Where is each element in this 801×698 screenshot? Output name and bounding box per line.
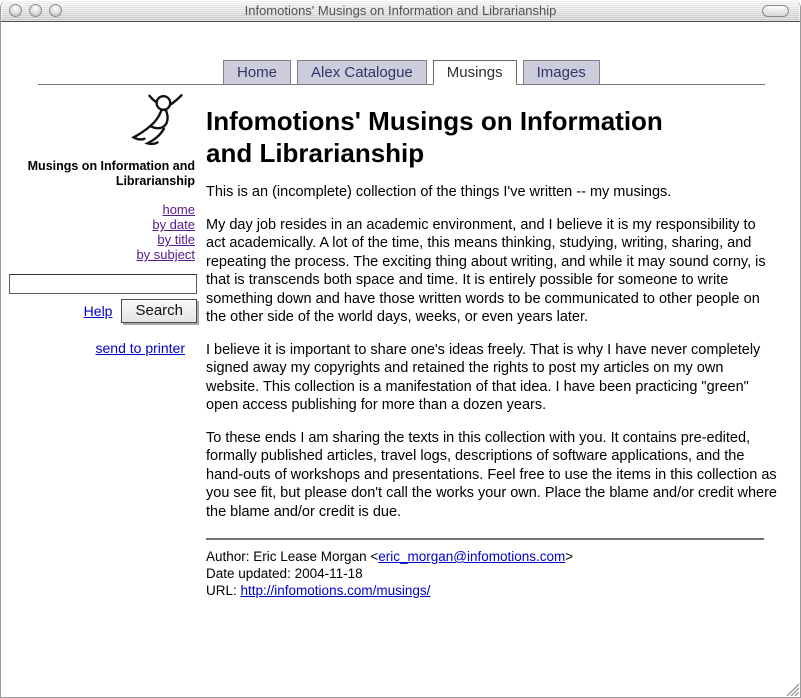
search-row — [9, 299, 197, 323]
day-job-paragraph: My day job resides in an academic environment, and I believe it is my responsibility to act academically. A lot of the time, this means thinking, studying, writing, sharing, and repeating the process. The exciting thing about writing, and while it may sound corny, is that is transcends both space and time. It is entirely possible for someone to write something down and have those written words to be communicated to other people on the other side of the world days, weeks, or even years later. — [206, 216, 766, 325]
site-url-link[interactable]: http://infomotions.com/musings/ — [240, 583, 431, 598]
share-ideas-paragraph: I believe it is important to share one's ideas freely. That is why I have never completely signed away my copyrights and retained the rights to post my articles on my own website. This collection is a manifestation of that idea. I have been practicing "green" open access publishing for more than a dozen years. — [206, 341, 761, 413]
sharing-texts-paragraph: To these ends I am sharing the texts in this collection with you. It contains pre-edited, formally published articles, travel logs, descriptions of software applications, and the hand-outs of workshops and presentations. Feel free to use the items in this collection as you see fit, but please don't call the works your own. Place the blame and/or credit where the blame and/or credit is due. — [206, 429, 777, 520]
footer-divider — [206, 538, 764, 540]
sidebar-site-title: Musings on Information and Librarianship — [27, 159, 195, 188]
window-titlebar[interactable] — [1, 0, 800, 22]
date-updated-line: Date updated: 2004-11-18 — [206, 566, 363, 581]
page-title: Infomotions' Musings on Information and Librarianship — [206, 106, 663, 168]
search-input[interactable] — [9, 274, 197, 294]
tab-strip — [38, 60, 765, 85]
search-button[interactable]: Search — [121, 299, 197, 323]
sidebar-link-by-subject[interactable]: by subject — [136, 247, 195, 262]
sidebar-link-by-title[interactable]: by title — [157, 232, 195, 247]
url-line — [206, 582, 778, 599]
tab-images[interactable]: Images — [523, 60, 600, 85]
author-email-link[interactable]: eric_morgan@infomotions.com — [378, 549, 566, 564]
sidebar-nav — [9, 202, 197, 262]
send-to-printer-link[interactable]: send to printer — [95, 340, 185, 356]
tab-home[interactable]: Home — [223, 60, 291, 85]
tab-alex-catalogue[interactable]: Alex Catalogue — [297, 60, 427, 85]
window-title: Infomotions' Musings on Information and Librarianship — [244, 3, 557, 18]
intro-paragraph: This is an (incomplete) collection of the things I've written -- my musings. — [206, 184, 672, 200]
tab-musings[interactable]: Musings — [433, 60, 517, 85]
help-link[interactable]: Help — [83, 303, 113, 319]
toolbar-toggle-button[interactable] — [762, 5, 789, 17]
page-viewport — [1, 23, 800, 697]
tab-list — [223, 60, 600, 85]
sidebar — [9, 93, 197, 358]
main-content — [206, 105, 778, 599]
sidebar-link-home[interactable]: home — [162, 202, 195, 217]
author-suffix: > — [565, 549, 574, 564]
page-footer — [206, 548, 778, 599]
author-line — [206, 548, 778, 565]
dancing-figure-logo-icon — [9, 93, 197, 156]
sidebar-link-by-date[interactable]: by date — [152, 217, 195, 232]
url-prefix: URL: — [206, 583, 241, 598]
author-prefix: Author: Eric Lease Morgan < — [206, 549, 379, 564]
resize-grip[interactable] — [784, 681, 799, 696]
